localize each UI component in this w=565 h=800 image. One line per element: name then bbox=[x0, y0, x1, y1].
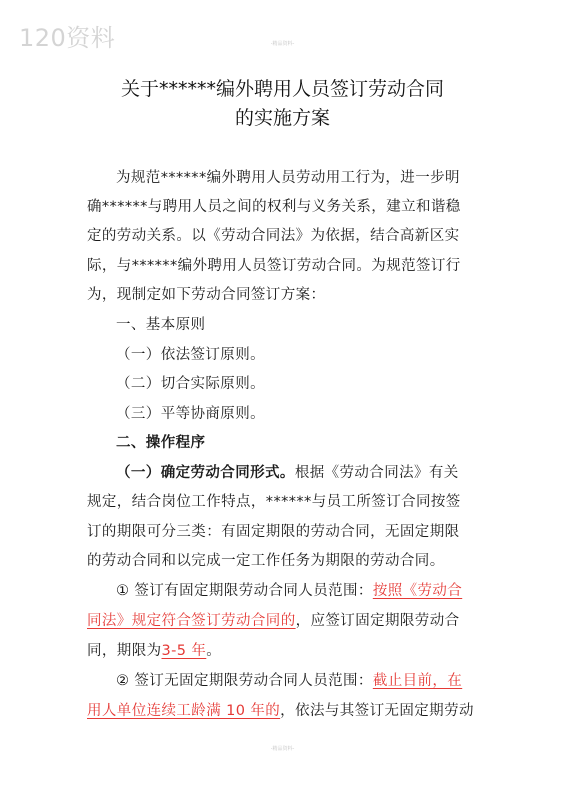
item-text: ，应签订固定期限劳动合 bbox=[295, 613, 460, 629]
item-prefix: ① 签订有固定期限劳动合同人员范围： bbox=[116, 583, 373, 599]
subsection-first-line bbox=[116, 463, 459, 483]
item-fixed-term-line-1 bbox=[116, 581, 462, 601]
header-mark: -精品资料- bbox=[270, 41, 295, 47]
document-title-line-2: 的实施方案 bbox=[234, 107, 330, 129]
section-heading-basic-principles: 一、基本原则 bbox=[116, 317, 206, 333]
intro-line: 为规范******编外聘用人员劳动用工行为，进一步明 bbox=[116, 170, 460, 186]
item-text: 同，期限为 bbox=[87, 643, 162, 659]
principle-item: （二）切合实际原则。 bbox=[116, 376, 265, 392]
item-fixed-term-line-2 bbox=[87, 611, 460, 631]
item-text: 。 bbox=[206, 643, 222, 659]
intro-line: 确******与聘用人员之间的权利与义务关系，建立和谐稳 bbox=[87, 199, 461, 215]
item-open-ended-line-2 bbox=[87, 701, 474, 721]
subsection-text: 根据《劳动合同法》有关 bbox=[294, 465, 459, 481]
intro-line: 定的劳动关系。以《劳动合同法》为依据，结合高新区实 bbox=[87, 228, 460, 244]
principle-item: （一）依法签订原则。 bbox=[116, 347, 265, 363]
term-value: 3-5 年 bbox=[161, 643, 207, 659]
subsection-heading: （一）确定劳动合同形式。 bbox=[116, 465, 295, 481]
highlight-text: 按照《劳动合 bbox=[372, 583, 463, 599]
subsection-line: 规定，结合岗位工作特点，******与员工所签订合同按签 bbox=[87, 494, 461, 510]
intro-line: 际，与******编外聘用人员签订劳动合同。为规范签订行 bbox=[87, 258, 461, 274]
intro-line: 为，现制定如下劳动合同签订方案： bbox=[87, 287, 326, 303]
item-open-ended-line-1 bbox=[116, 671, 462, 691]
subsection-line: 订的期限可分三类：有固定期限的劳动合同，无固定期限 bbox=[87, 524, 460, 540]
footer-mark: -精品资料- bbox=[270, 746, 295, 752]
highlight-text: 用人单位连续工龄满 10 年的 bbox=[87, 703, 281, 719]
highlight-text: 截止目前，在 bbox=[372, 673, 463, 689]
document-title-line-1: 关于******编外聘用人员签订劳动合同 bbox=[120, 78, 444, 100]
watermark: 120资料 bbox=[19, 24, 116, 52]
principle-item: （三）平等协商原则。 bbox=[116, 406, 265, 422]
highlight-text: 同法》规定符合签订劳动合同的 bbox=[87, 613, 296, 629]
item-text: ，依法与其签订无固定期劳动 bbox=[280, 703, 474, 719]
subsection-line: 的劳动合同和以完成一定工作任务为期限的劳动合同。 bbox=[87, 553, 445, 569]
item-prefix: ② 签订无固定期限劳动合同人员范围： bbox=[116, 673, 373, 689]
item-fixed-term-line-3 bbox=[87, 641, 221, 661]
section-heading-procedure: 二、操作程序 bbox=[116, 435, 206, 451]
